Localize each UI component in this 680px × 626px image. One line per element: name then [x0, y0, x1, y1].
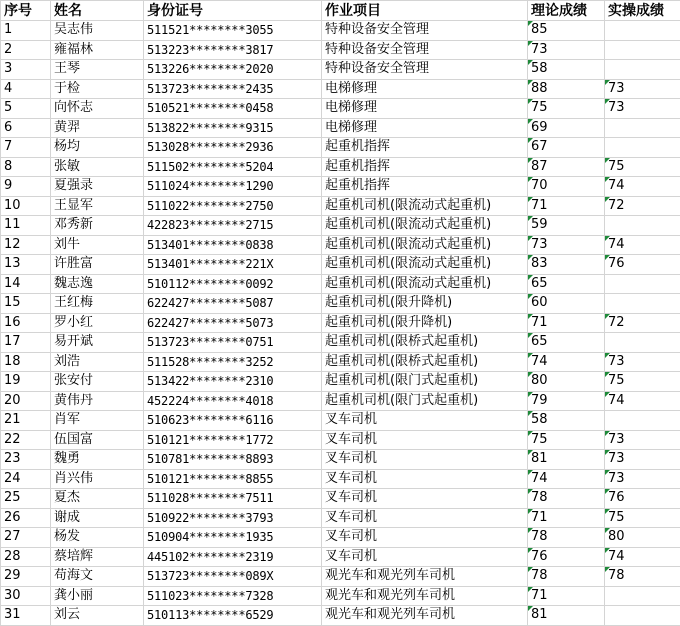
cell-name[interactable]: 王琴: [51, 60, 144, 80]
cell-project[interactable]: 起重机指挥: [322, 177, 528, 197]
cell-name[interactable]: 王显军: [51, 196, 144, 216]
cell-project[interactable]: 叉车司机: [322, 430, 528, 450]
cell-practice-score[interactable]: 80: [605, 528, 680, 548]
cell-practice-score[interactable]: [605, 138, 680, 158]
cell-name[interactable]: 杨均: [51, 138, 144, 158]
cell-theory-score[interactable]: 79: [528, 391, 605, 411]
cell-theory-score[interactable]: 78: [528, 567, 605, 587]
cell-seq[interactable]: 3: [1, 60, 51, 80]
cell-id-number[interactable]: 510623********6116: [144, 411, 322, 431]
cell-practice-score[interactable]: [605, 274, 680, 294]
cell-practice-score[interactable]: 74: [605, 547, 680, 567]
cell-seq[interactable]: 20: [1, 391, 51, 411]
cell-name[interactable]: 张安付: [51, 372, 144, 392]
cell-name[interactable]: 邓秀新: [51, 216, 144, 236]
cell-name[interactable]: 黄伟丹: [51, 391, 144, 411]
cell-theory-score[interactable]: 69: [528, 118, 605, 138]
cell-name[interactable]: 肖兴伟: [51, 469, 144, 489]
cell-theory-score[interactable]: 78: [528, 528, 605, 548]
cell-practice-score[interactable]: 74: [605, 391, 680, 411]
cell-project[interactable]: 叉车司机: [322, 450, 528, 470]
table-row: [1, 586, 680, 606]
cell-project[interactable]: 起重机司机(限升降机): [322, 313, 528, 333]
cell-theory-score[interactable]: 81: [528, 606, 605, 626]
cell-id-number[interactable]: 513226********2020: [144, 60, 322, 80]
table-row: [1, 196, 680, 216]
cell-name[interactable]: 刘牛: [51, 235, 144, 255]
cell-name[interactable]: 雍福林: [51, 40, 144, 60]
table-row: [1, 294, 680, 314]
cell-practice-score[interactable]: 73: [605, 430, 680, 450]
cell-theory-score[interactable]: 75: [528, 99, 605, 119]
cell-id-number[interactable]: 510113********6529: [144, 606, 322, 626]
cell-id-number[interactable]: 513223********3817: [144, 40, 322, 60]
cell-seq[interactable]: 19: [1, 372, 51, 392]
table-row: [1, 547, 680, 567]
cell-theory-score[interactable]: 88: [528, 79, 605, 99]
cell-id-number[interactable]: 513028********2936: [144, 138, 322, 158]
cell-theory-score[interactable]: 59: [528, 216, 605, 236]
cell-project[interactable]: 叉车司机: [322, 469, 528, 489]
table-row: [1, 274, 680, 294]
cell-seq[interactable]: 4: [1, 79, 51, 99]
cell-seq[interactable]: 13: [1, 255, 51, 275]
cell-theory-score[interactable]: 71: [528, 508, 605, 528]
cell-name[interactable]: 于检: [51, 79, 144, 99]
cell-id-number[interactable]: 510904********1935: [144, 528, 322, 548]
cell-seq[interactable]: 5: [1, 99, 51, 119]
cell-theory-score[interactable]: 58: [528, 60, 605, 80]
cell-theory-score[interactable]: 65: [528, 274, 605, 294]
cell-project[interactable]: 叉车司机: [322, 508, 528, 528]
table-row: [1, 391, 680, 411]
cell-name[interactable]: 张敏: [51, 157, 144, 177]
table-row: [1, 352, 680, 372]
cell-practice-score[interactable]: 72: [605, 313, 680, 333]
cell-name[interactable]: 蔡培辉: [51, 547, 144, 567]
cell-practice-score[interactable]: [605, 333, 680, 353]
cell-project[interactable]: 起重机司机(限升降机): [322, 294, 528, 314]
cell-name[interactable]: 易开斌: [51, 333, 144, 353]
cell-seq[interactable]: 17: [1, 333, 51, 353]
cell-practice-score[interactable]: 75: [605, 157, 680, 177]
cell-name[interactable]: 罗小红: [51, 313, 144, 333]
cell-id-number[interactable]: 511022********2750: [144, 196, 322, 216]
table-row: [1, 21, 680, 41]
cell-practice-score[interactable]: [605, 606, 680, 626]
table-row: [1, 40, 680, 60]
cell-id-number[interactable]: 511521********3055: [144, 21, 322, 41]
cell-name[interactable]: 向怀志: [51, 99, 144, 119]
cell-practice-score[interactable]: [605, 294, 680, 314]
cell-theory-score[interactable]: 81: [528, 450, 605, 470]
cell-project[interactable]: 起重机司机(限流动式起重机): [322, 196, 528, 216]
cell-practice-score[interactable]: 78: [605, 567, 680, 587]
table-row: [1, 567, 680, 587]
cell-practice-score[interactable]: [605, 118, 680, 138]
cell-id-number[interactable]: 452224********4018: [144, 391, 322, 411]
table-row: [1, 60, 680, 80]
header-seq[interactable]: 序号: [1, 1, 51, 21]
table-row: [1, 255, 680, 275]
cell-name[interactable]: 吴志伟: [51, 21, 144, 41]
table-row: [1, 177, 680, 197]
cell-project[interactable]: 特种设备安全管理: [322, 40, 528, 60]
cell-id-number[interactable]: 513723********0751: [144, 333, 322, 353]
cell-practice-score[interactable]: 75: [605, 372, 680, 392]
cell-seq[interactable]: 11: [1, 216, 51, 236]
table-row: [1, 79, 680, 99]
cell-project[interactable]: 特种设备安全管理: [322, 21, 528, 41]
cell-practice-score[interactable]: 76: [605, 255, 680, 275]
cell-theory-score[interactable]: 71: [528, 313, 605, 333]
cell-id-number[interactable]: 622427********5087: [144, 294, 322, 314]
table-row: [1, 216, 680, 236]
cell-theory-score[interactable]: 85: [528, 21, 605, 41]
cell-theory-score[interactable]: 71: [528, 196, 605, 216]
cell-name[interactable]: 龚小丽: [51, 586, 144, 606]
cell-id-number[interactable]: 513401********221X: [144, 255, 322, 275]
cell-seq[interactable]: 21: [1, 411, 51, 431]
cell-theory-score[interactable]: 67: [528, 138, 605, 158]
cell-project[interactable]: 电梯修理: [322, 79, 528, 99]
table-row: [1, 489, 680, 509]
cell-project[interactable]: 起重机司机(限流动式起重机): [322, 235, 528, 255]
cell-project[interactable]: 起重机司机(限流动式起重机): [322, 216, 528, 236]
cell-name[interactable]: 夏杰: [51, 489, 144, 509]
cell-theory-score[interactable]: 87: [528, 157, 605, 177]
cell-theory-score[interactable]: 74: [528, 469, 605, 489]
sheet-body: [1, 21, 680, 626]
cell-id-number[interactable]: 511028********7511: [144, 489, 322, 509]
cell-id-number[interactable]: 510922********3793: [144, 508, 322, 528]
cell-id-number[interactable]: 510521********0458: [144, 99, 322, 119]
cell-seq[interactable]: 14: [1, 274, 51, 294]
cell-theory-score[interactable]: 75: [528, 430, 605, 450]
cell-name[interactable]: 谢成: [51, 508, 144, 528]
cell-theory-score[interactable]: 71: [528, 586, 605, 606]
cell-id-number[interactable]: 513723********2435: [144, 79, 322, 99]
cell-id-number[interactable]: 511023********7328: [144, 586, 322, 606]
table-row: [1, 118, 680, 138]
cell-seq[interactable]: 1: [1, 21, 51, 41]
cell-name[interactable]: 夏强录: [51, 177, 144, 197]
table-row: [1, 411, 680, 431]
cell-theory-score[interactable]: 73: [528, 235, 605, 255]
cell-practice-score[interactable]: 74: [605, 235, 680, 255]
cell-theory-score[interactable]: 58: [528, 411, 605, 431]
header-id[interactable]: 身份证号: [144, 1, 322, 21]
cell-practice-score[interactable]: [605, 60, 680, 80]
cell-seq[interactable]: 22: [1, 430, 51, 450]
header-row: [1, 1, 680, 21]
cell-seq[interactable]: 10: [1, 196, 51, 216]
cell-id-number[interactable]: 510781********8893: [144, 450, 322, 470]
cell-project[interactable]: 叉车司机: [322, 528, 528, 548]
cell-id-number[interactable]: 511528********3252: [144, 352, 322, 372]
cell-project[interactable]: 起重机司机(限桥式起重机): [322, 352, 528, 372]
header-theory-score[interactable]: 理论成绩: [528, 1, 605, 21]
header-name[interactable]: 姓名: [51, 1, 144, 21]
table-row: [1, 469, 680, 489]
cell-seq[interactable]: 8: [1, 157, 51, 177]
cell-practice-score[interactable]: [605, 586, 680, 606]
cell-project[interactable]: 观光车和观光列车司机: [322, 567, 528, 587]
cell-id-number[interactable]: 510121********1772: [144, 430, 322, 450]
cell-practice-score[interactable]: 73: [605, 450, 680, 470]
cell-id-number[interactable]: 511502********5204: [144, 157, 322, 177]
cell-name[interactable]: 苟海文: [51, 567, 144, 587]
cell-theory-score[interactable]: 60: [528, 294, 605, 314]
cell-theory-score[interactable]: 83: [528, 255, 605, 275]
cell-id-number[interactable]: 513822********9315: [144, 118, 322, 138]
cell-practice-score[interactable]: 74: [605, 177, 680, 197]
cell-theory-score[interactable]: 65: [528, 333, 605, 353]
table-row: [1, 450, 680, 470]
cell-name[interactable]: 刘浩: [51, 352, 144, 372]
cell-seq[interactable]: 31: [1, 606, 51, 626]
cell-name[interactable]: 魏勇: [51, 450, 144, 470]
header-practice-score[interactable]: 实操成绩: [605, 1, 680, 21]
cell-practice-score[interactable]: [605, 216, 680, 236]
cell-id-number[interactable]: 513723********089X: [144, 567, 322, 587]
cell-seq[interactable]: 30: [1, 586, 51, 606]
cell-practice-score[interactable]: [605, 40, 680, 60]
cell-project[interactable]: 起重机司机(限桥式起重机): [322, 333, 528, 353]
cell-id-number[interactable]: 513422********2310: [144, 372, 322, 392]
cell-project[interactable]: 起重机指挥: [322, 138, 528, 158]
table-row: [1, 528, 680, 548]
cell-project[interactable]: 叉车司机: [322, 547, 528, 567]
cell-practice-score[interactable]: 73: [605, 99, 680, 119]
cell-name[interactable]: 伍国富: [51, 430, 144, 450]
table-row: [1, 157, 680, 177]
cell-seq[interactable]: 16: [1, 313, 51, 333]
cell-seq[interactable]: 25: [1, 489, 51, 509]
cell-theory-score[interactable]: 78: [528, 489, 605, 509]
table-row: [1, 606, 680, 626]
table-row: [1, 99, 680, 119]
table-row: [1, 430, 680, 450]
cell-practice-score[interactable]: 73: [605, 469, 680, 489]
cell-id-number[interactable]: 622427********5073: [144, 313, 322, 333]
cell-project[interactable]: 起重机司机(限流动式起重机): [322, 274, 528, 294]
cell-practice-score[interactable]: [605, 21, 680, 41]
cell-project[interactable]: 起重机司机(限门式起重机): [322, 391, 528, 411]
cell-project[interactable]: 起重机指挥: [322, 157, 528, 177]
cell-seq[interactable]: 15: [1, 294, 51, 314]
cell-name[interactable]: 魏志逸: [51, 274, 144, 294]
cell-practice-score[interactable]: 72: [605, 196, 680, 216]
cell-seq[interactable]: 7: [1, 138, 51, 158]
cell-name[interactable]: 许胜富: [51, 255, 144, 275]
cell-name[interactable]: 肖军: [51, 411, 144, 431]
cell-theory-score[interactable]: 74: [528, 352, 605, 372]
cell-practice-score[interactable]: [605, 411, 680, 431]
cell-theory-score[interactable]: 70: [528, 177, 605, 197]
cell-project[interactable]: 电梯修理: [322, 118, 528, 138]
cell-theory-score[interactable]: 76: [528, 547, 605, 567]
cell-seq[interactable]: 6: [1, 118, 51, 138]
cell-project[interactable]: 起重机司机(限门式起重机): [322, 372, 528, 392]
cell-seq[interactable]: 29: [1, 567, 51, 587]
cell-name[interactable]: 黄羿: [51, 118, 144, 138]
cell-project[interactable]: 观光车和观光列车司机: [322, 586, 528, 606]
cell-practice-score[interactable]: 75: [605, 508, 680, 528]
cell-name[interactable]: 王红梅: [51, 294, 144, 314]
cell-project[interactable]: 特种设备安全管理: [322, 60, 528, 80]
cell-id-number[interactable]: 510112********0092: [144, 274, 322, 294]
cell-project[interactable]: 电梯修理: [322, 99, 528, 119]
cell-name[interactable]: 刘云: [51, 606, 144, 626]
table-row: [1, 333, 680, 353]
table-row: [1, 235, 680, 255]
cell-id-number[interactable]: 513401********0838: [144, 235, 322, 255]
table-row: [1, 372, 680, 392]
cell-id-number[interactable]: 445102********2319: [144, 547, 322, 567]
cell-seq[interactable]: 23: [1, 450, 51, 470]
cell-seq[interactable]: 24: [1, 469, 51, 489]
cell-seq[interactable]: 12: [1, 235, 51, 255]
cell-practice-score[interactable]: 76: [605, 489, 680, 509]
cell-practice-score[interactable]: 73: [605, 352, 680, 372]
cell-seq[interactable]: 9: [1, 177, 51, 197]
header-project[interactable]: 作业项目: [322, 1, 528, 21]
cell-seq[interactable]: 2: [1, 40, 51, 60]
cell-theory-score[interactable]: 80: [528, 372, 605, 392]
cell-project[interactable]: 叉车司机: [322, 411, 528, 431]
table-row: [1, 508, 680, 528]
table-row: [1, 313, 680, 333]
cell-id-number[interactable]: 510121********8855: [144, 469, 322, 489]
cell-id-number[interactable]: 422823********2715: [144, 216, 322, 236]
cell-seq[interactable]: 27: [1, 528, 51, 548]
cell-project[interactable]: 观光车和观光列车司机: [322, 606, 528, 626]
cell-name[interactable]: 杨发: [51, 528, 144, 548]
cell-id-number[interactable]: 511024********1290: [144, 177, 322, 197]
cell-seq[interactable]: 28: [1, 547, 51, 567]
cell-seq[interactable]: 18: [1, 352, 51, 372]
cell-theory-score[interactable]: 73: [528, 40, 605, 60]
cell-project[interactable]: 起重机司机(限流动式起重机): [322, 255, 528, 275]
cell-seq[interactable]: 26: [1, 508, 51, 528]
cell-practice-score[interactable]: 73: [605, 79, 680, 99]
table-row: [1, 138, 680, 158]
cell-project[interactable]: 叉车司机: [322, 489, 528, 509]
